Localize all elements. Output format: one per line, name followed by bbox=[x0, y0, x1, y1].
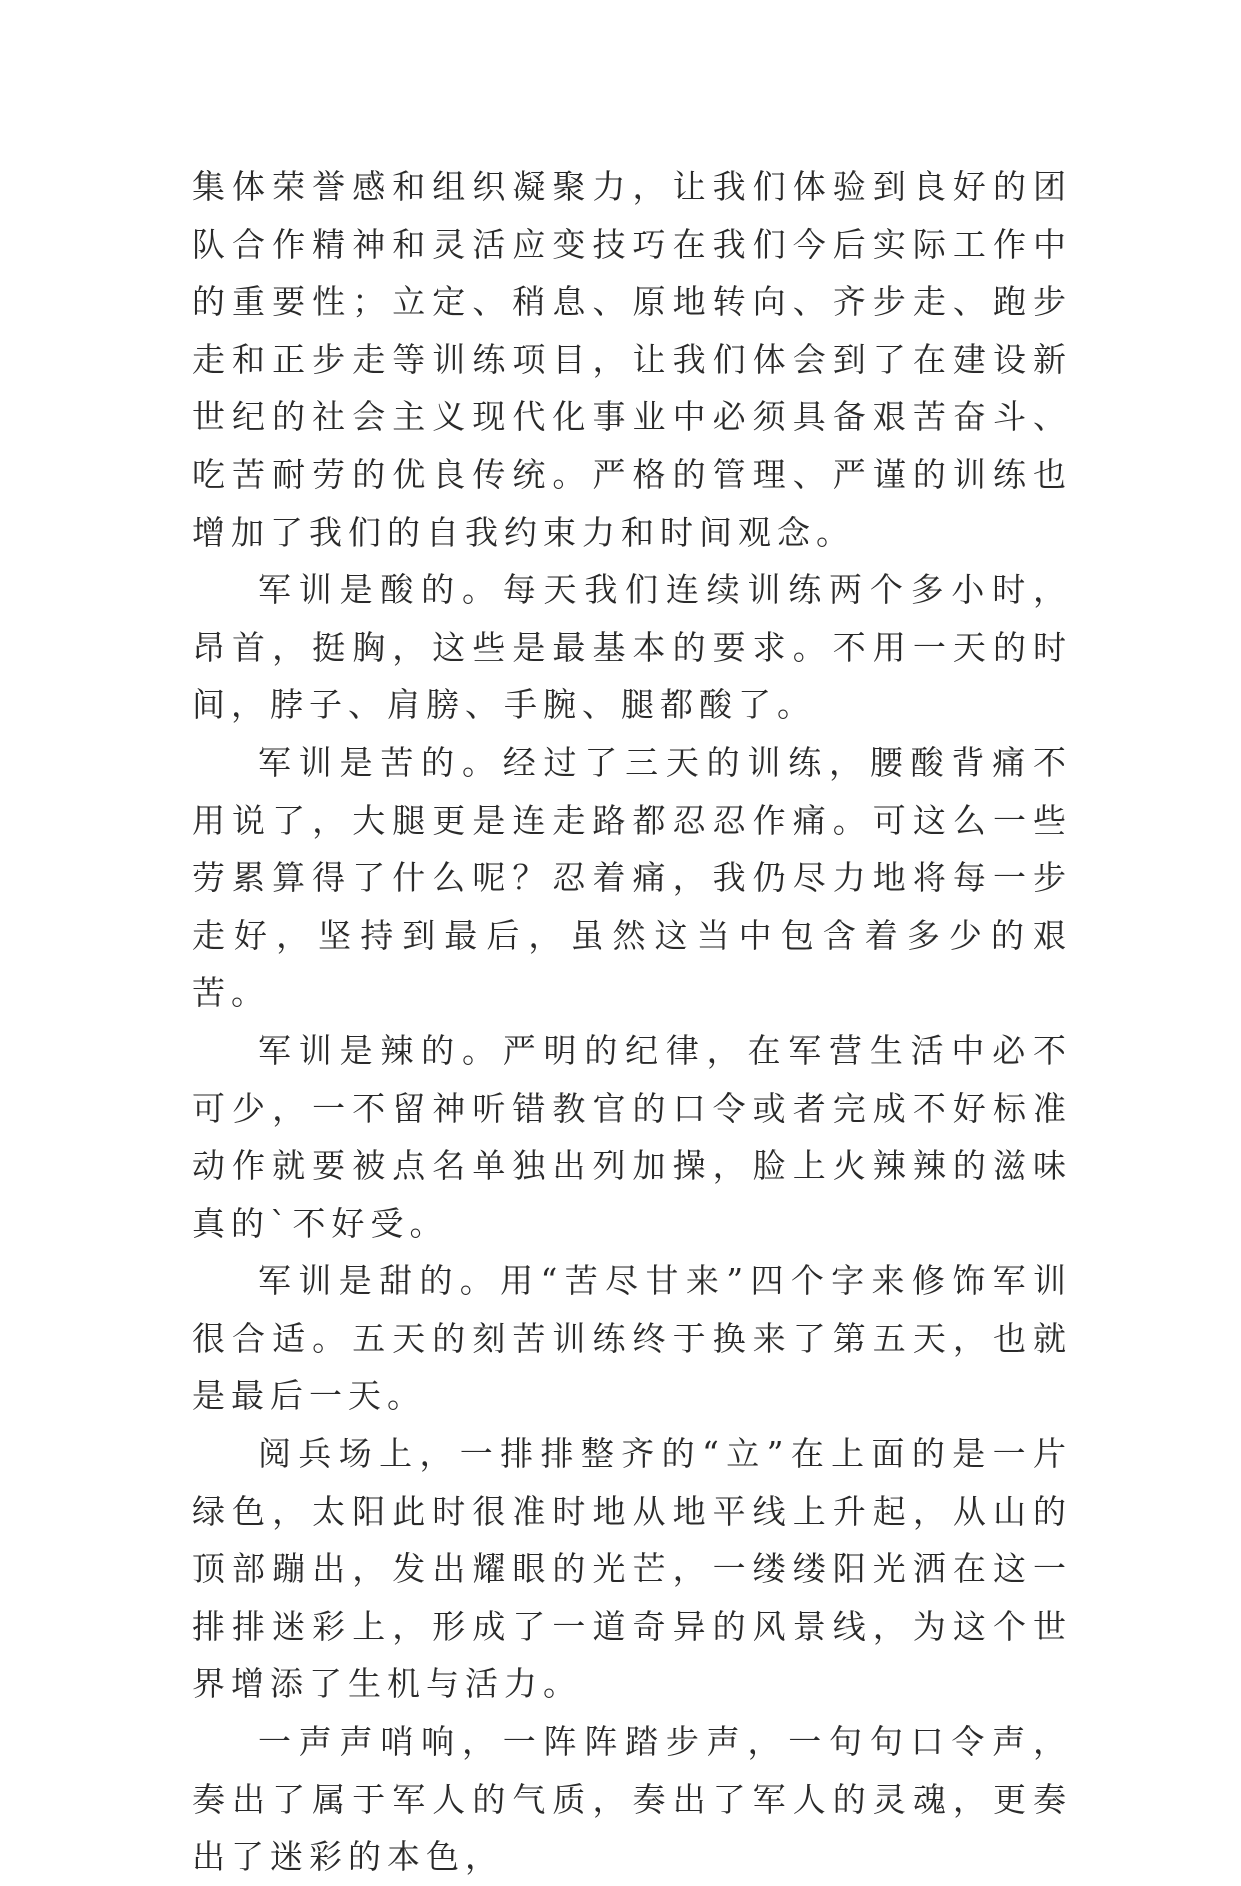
paragraph-5: 军训是甜的。用“苦尽甘来”四个字来修饰军训很合适。五天的刻苦训练终于换来了第五天，也就是最后一天。 bbox=[192, 1261, 1072, 1416]
paragraph-3: 军训是苦的。经过了三天的训练，腰酸背痛不用说了，大腿更是连走路都忍忍作痛。可这么一些劳累算得了什么呢？忍着痛，我仍尽力地将每一步走好，坚持到最后，虽然这当中包含着多少的艰苦。 bbox=[192, 742, 1072, 1013]
body-text bbox=[192, 158, 1072, 1886]
paragraph-2: 军训是酸的。每天我们连续训练两个多小时，昂首，挺胸，这些是最基本的要求。不用一天的时间，脖子、肩膀、手腕、腿都酸了。 bbox=[192, 570, 1072, 725]
paragraph-7: 一声声哨响，一阵阵踏步声，一句句口令声，奏出了属于军人的气质，奏出了军人的灵魂，更奏出了迷彩的本色， bbox=[192, 1722, 1072, 1877]
paragraph-6: 阅兵场上，一排排整齐的“立”在上面的是一片绿色，太阳此时很准时地从地平线上升起，从山的顶部蹦出，发出耀眼的光芒，一缕缕阳光洒在这一排排迷彩上，形成了一道奇异的风景线，为这个世界增添了生机与活力。 bbox=[192, 1434, 1072, 1704]
paragraph-4: 军训是辣的。严明的纪律，在军营生活中必不可少，一不留神听错教官的口令或者完成不好标准动作就要被点名单独出列加操，脸上火辣辣的滋味真的`不好受。 bbox=[192, 1030, 1072, 1243]
paragraph-1: 集体荣誉感和组织凝聚力，让我们体验到良好的团队合作精神和灵活应变技巧在我们今后实际工作中的重要性；立定、稍息、原地转向、齐步走、跑步走和正步走等训练项目，让我们体会到了在建设新世纪的社会主义现代化事业中必须具备艰苦奋斗、吃苦耐劳的优良传统。严格的管理、严谨的训练也增加了我们的自我约束力和时间观念。 bbox=[192, 167, 1072, 552]
